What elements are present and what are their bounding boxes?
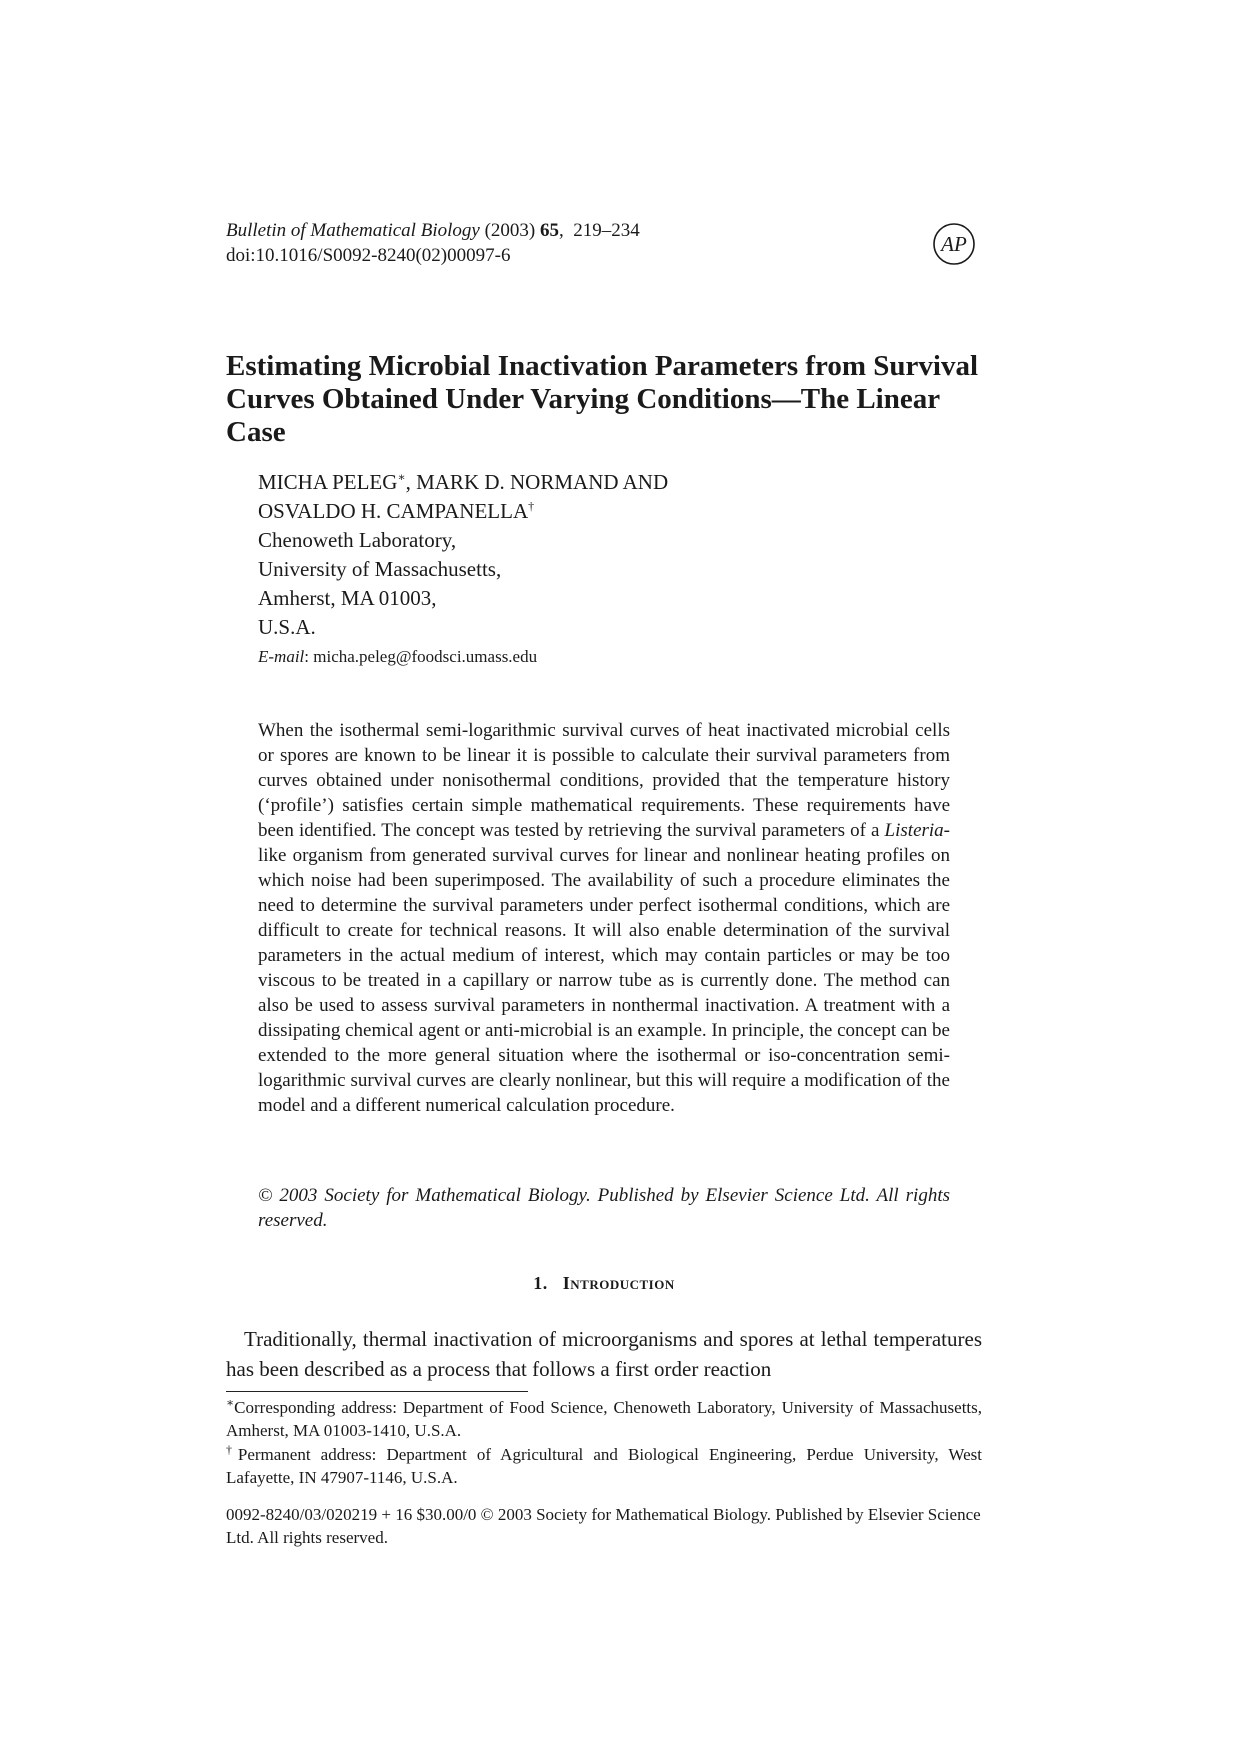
email-line <box>258 642 668 671</box>
journal-name: Bulletin of Mathematical Biology <box>226 220 480 241</box>
citation-line: Bulletin of Mathematical Biology (2003) 65, 219–234 <box>226 220 640 241</box>
footnote-mark: ∗ <box>397 470 406 484</box>
publisher-logo-icon <box>932 222 976 266</box>
abstract-copyright: © 2003 Society for Mathematical Biology. Published by Elsevier Science Ltd. All rights reserved. <box>258 1185 950 1231</box>
author-name: OSVALDO H. CAMPANELLA <box>258 499 529 523</box>
section-heading <box>226 1273 982 1294</box>
author-line-2 <box>258 497 668 526</box>
abstract-text: When the isothermal semi-logarithmic survival curves of heat inactivated microbial cells or spores are known to be linear it is possible to calculate their survival parameters from curves obtained under nonisothermal conditions, provided that the temperature history (‘profile’) satisfies certain simple mathematical requirements. These requirements have been identified. The concept was tested by retrieving the survival parameters of a <box>258 720 950 841</box>
journal-header <box>226 218 640 268</box>
email-label: E-mail <box>258 647 305 666</box>
author-name: , MARK D. NORMAND AND <box>405 470 669 494</box>
footnote <box>226 1443 982 1489</box>
affiliation-line: Amherst, MA 01003, <box>258 586 437 610</box>
abstract <box>258 718 950 1118</box>
abstract-text: -like organism from generated survival curves for linear and nonlinear heating profiles on which noise had been superimposed. The availability of such a procedure eliminates the need to determine the survival parameters under perfect isothermal conditions, which are difficult to create for technical reasons. It will also enable determination of the survival parameters in the actual medium of interest, which may contain particles or may be too viscous to be treated in a capillary or narrow tube as is currently done. The method can also be used to assess survival parameters in nonthermal inactivation. A treatment with a dissipating chemical agent or anti-microbial is an example. In principle, the concept can be extended to the more general situation where the isothermal or iso-concentration semi-logarithmic survival curves are clearly nonlinear, but this will require a modification of the model and a different numerical calculation procedure. <box>258 820 950 1116</box>
footnote-text: Corresponding address: Department of Food Science, Chenoweth Laboratory, University of Massachusetts, Amherst, MA 01003-1410, U.S.A. <box>226 1398 982 1440</box>
journal-pages: 219–234 <box>573 220 640 241</box>
footnote-mark: ∗ <box>226 1395 235 1410</box>
footnote-mark: † <box>226 1442 238 1457</box>
paper-title: Estimating Microbial Inactivation Parameters from Survival Curves Obtained Under Varying Conditions—The Linear Case <box>226 350 979 448</box>
section-title: Introduction <box>562 1273 675 1293</box>
affiliation-line: University of Massachusetts, <box>258 557 502 581</box>
footnote-rule <box>226 1391 528 1392</box>
logo-text: AP <box>941 232 967 256</box>
footnote <box>226 1396 982 1442</box>
affiliation-line: U.S.A. <box>258 615 316 639</box>
section-number: 1. <box>533 1273 548 1293</box>
author-line-1 <box>258 468 668 497</box>
author-name: MICHA PELEG <box>258 470 398 494</box>
journal-year: (2003) <box>484 220 536 241</box>
publication-info: 0092-8240/03/020219 + 16 $30.00/0 © 2003 Society for Mathematical Biology. Published by Elsevier Science Ltd. All rights reserved. <box>226 1505 981 1547</box>
abstract-italic: Listeria <box>884 820 944 841</box>
doi: doi:10.1016/S0092-8240(02)00097-6 <box>226 245 511 266</box>
footnote-mark: † <box>528 499 535 513</box>
intro-paragraph: Traditionally, thermal inactivation of microorganisms and spores at lethal temperatures has been described as a process that follows a first order reaction <box>226 1327 982 1381</box>
journal-volume: 65 <box>539 220 559 241</box>
footnote-text: Permanent address: Department of Agricultural and Biological Engineering, Perdue University, West Lafayette, IN 47907-1146, U.S.A. <box>226 1445 982 1487</box>
author-block <box>258 468 668 671</box>
affiliation-line: Chenoweth Laboratory, <box>258 528 457 552</box>
email-address: : micha.peleg@foodsci.umass.edu <box>304 647 538 666</box>
